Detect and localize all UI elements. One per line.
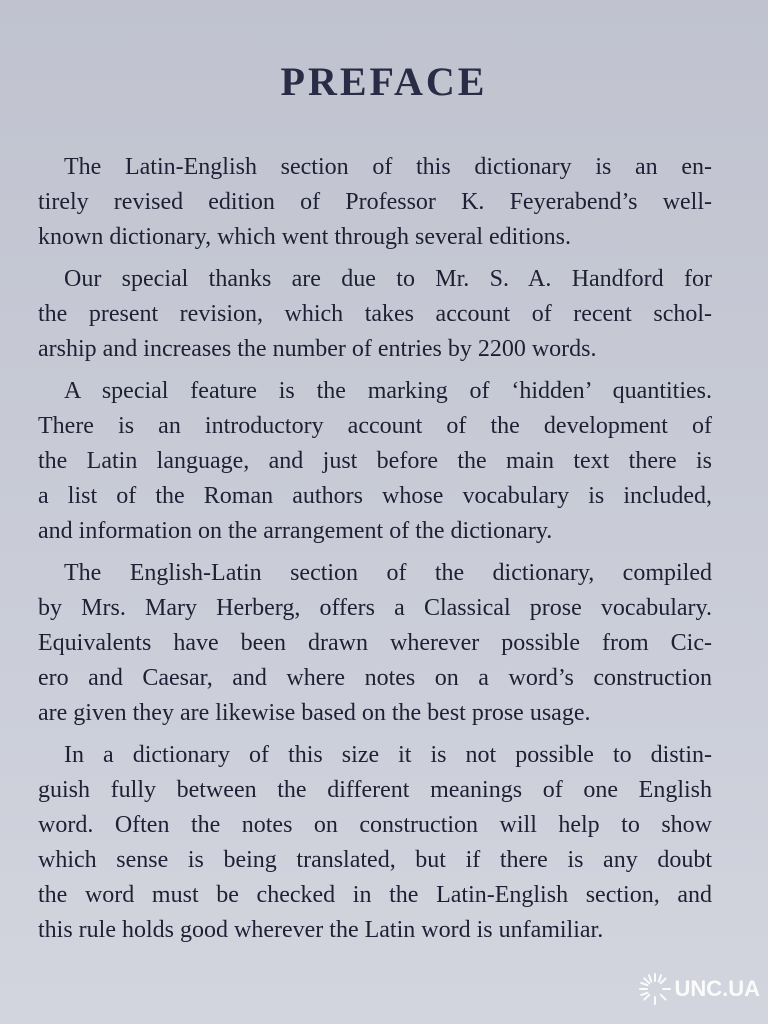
text-line: by Mrs. Mary Herberg, offers a Classical prose vocabulary.: [38, 595, 712, 621]
text-line: a list of the Roman authors whose vocabulary is included,: [38, 483, 712, 509]
text-line: the word must be checked in the Latin-English section, and: [38, 882, 712, 908]
text-line: which sense is being translated, but if there is any doubt: [38, 847, 712, 873]
text-line: word. Often the notes on construction will help to show: [38, 812, 712, 838]
text-line: The English-Latin section of the dictionary, compiled: [64, 560, 712, 586]
text-line: There is an introductory account of the development of: [38, 413, 712, 439]
paragraph: [38, 262, 712, 367]
paragraph: [38, 150, 712, 255]
text-line: A special feature is the marking of ‘hidden’ quantities.: [64, 378, 712, 404]
paragraph: [38, 374, 712, 549]
text-line: are given they are likewise based on the best prose usage.: [38, 700, 591, 726]
text-line: Our special thanks are due to Mr. S. A. Handford for: [64, 266, 712, 292]
text-line: In a dictionary of this size it is not possible to distin-: [64, 742, 712, 768]
text-line: and information on the arrangement of the dictionary.: [38, 518, 553, 544]
preface-body: [38, 150, 712, 955]
text-line: the Latin language, and just before the main text there is: [38, 448, 712, 474]
text-line: tirely revised edition of Professor K. Feyerabend’s well-: [38, 189, 712, 215]
text-line: arship and increases the number of entries by 2200 words.: [38, 336, 597, 362]
paragraph: [38, 556, 712, 731]
text-line: known dictionary, which went through several editions.: [38, 224, 571, 250]
text-line: this rule holds good wherever the Latin word is unfamiliar.: [38, 917, 604, 943]
site-watermark: [638, 972, 760, 1006]
text-line: the present revision, which takes account of recent schol-: [38, 301, 712, 327]
text-line: guish fully between the different meanings of one English: [38, 777, 712, 803]
paragraph: [38, 738, 712, 948]
page-title: PREFACE: [280, 59, 488, 104]
sunburst-icon: [638, 972, 672, 1006]
text-line: Equivalents have been drawn wherever possible from Cic-: [38, 630, 712, 656]
watermark-text: UNC.UA: [674, 976, 760, 1001]
text-line: ero and Caesar, and where notes on a word’s construction: [38, 665, 712, 691]
text-line: The Latin-English section of this dictionary is an en-: [64, 154, 712, 180]
